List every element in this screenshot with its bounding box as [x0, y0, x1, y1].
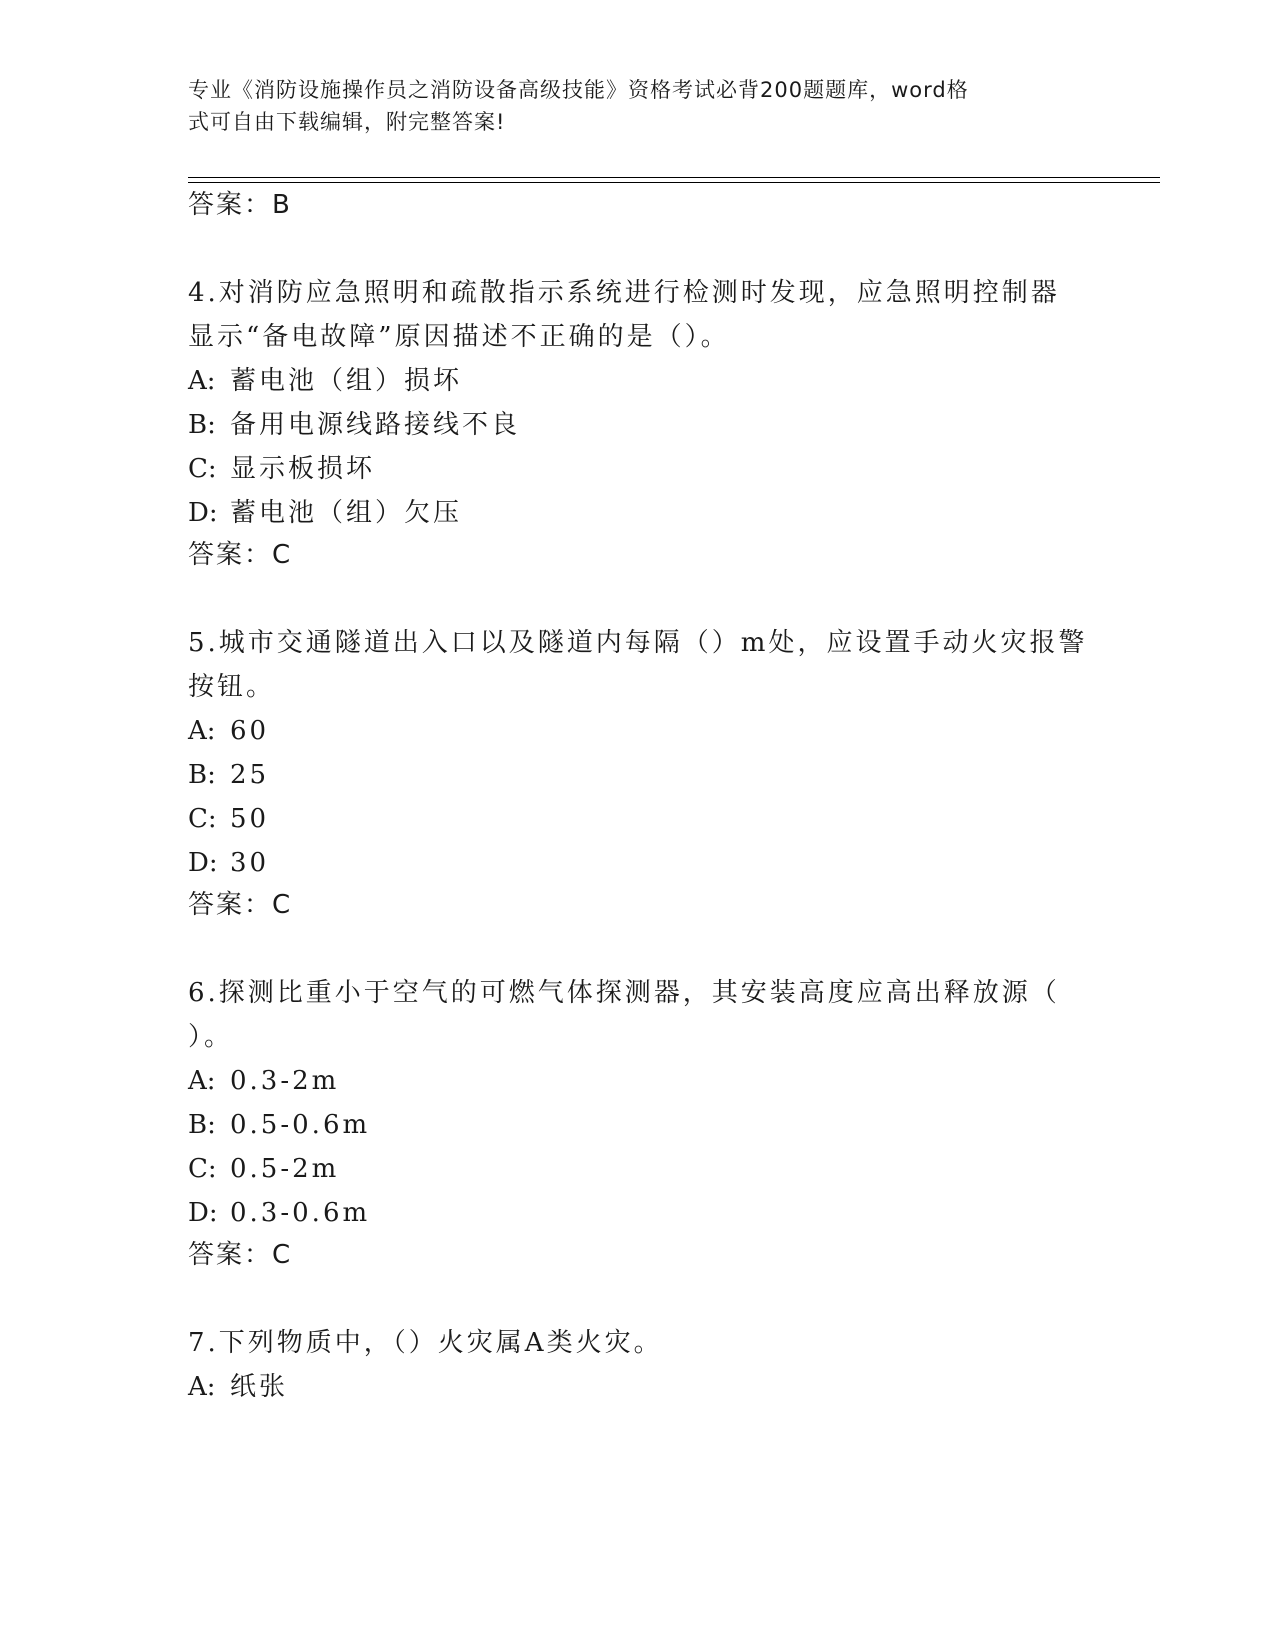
question-6-stem-line-1: 6.探测比重小于空气的可燃气体探测器，其安装高度应高出释放源（	[188, 978, 1060, 1008]
question-5-stem-line-2: 按钮。	[188, 672, 276, 702]
option-label: D:	[188, 1198, 218, 1228]
question-6-answer: 答案：C	[188, 1240, 293, 1270]
option-text: 显示板损坏	[230, 454, 376, 484]
question-6-stem-line-2: ）。	[188, 1022, 234, 1052]
question-4-option-a	[188, 364, 462, 398]
question-6-option-b	[188, 1108, 370, 1142]
question-5-option-b	[188, 758, 269, 792]
option-label: C:	[188, 454, 217, 484]
option-text: 蓄电池（组）欠压	[230, 498, 463, 528]
option-text: 50	[230, 804, 270, 834]
option-label: A:	[188, 1066, 216, 1096]
question-7-stem-line-1: 7.下列物质中，（）火灾属A类火灾。	[188, 1328, 663, 1358]
option-text: 蓄电池（组）损坏	[230, 366, 463, 396]
option-text: 0.3-0.6m	[230, 1198, 371, 1228]
option-label: D:	[188, 498, 218, 528]
question-7-option-a	[188, 1370, 288, 1404]
question-5-option-c	[188, 802, 269, 836]
previous-answer: 答案：B	[188, 190, 292, 220]
question-5-answer: 答案：C	[188, 890, 293, 920]
option-text: 纸张	[230, 1372, 289, 1402]
question-6-option-a	[188, 1064, 339, 1098]
question-6-option-d	[188, 1196, 370, 1230]
option-label: A:	[188, 1372, 216, 1402]
question-4-option-c	[188, 452, 375, 486]
option-text: 25	[230, 760, 270, 790]
header-rule-bottom	[188, 182, 1160, 183]
option-label: C:	[188, 1154, 217, 1184]
header-line-1: 专业《消防设施操作员之消防设备高级技能》资格考试必背200题题库，word格	[188, 78, 969, 102]
question-4-option-d	[188, 496, 462, 530]
option-label: B:	[188, 760, 216, 790]
option-text: 备用电源线路接线不良	[230, 410, 521, 440]
option-label: B:	[188, 410, 216, 440]
question-5-option-a	[188, 714, 269, 748]
option-text: 0.5-0.6m	[230, 1110, 371, 1140]
question-4-answer: 答案：C	[188, 540, 293, 570]
option-label: A:	[188, 716, 216, 746]
option-label: B:	[188, 1110, 216, 1140]
question-4-stem-line-1: 4.对消防应急照明和疏散指示系统进行检测时发现，应急照明控制器	[188, 278, 1060, 308]
option-text: 30	[230, 848, 270, 878]
option-text: 60	[230, 716, 270, 746]
option-text: 0.5-2m	[230, 1154, 340, 1184]
header-line-2: 式可自由下载编辑，附完整答案!	[188, 110, 506, 134]
question-4-stem-line-2: 显示“备电故障”原因描述不正确的是（）。	[188, 322, 730, 352]
header-rule-top	[188, 177, 1160, 178]
option-label: D:	[188, 848, 218, 878]
question-5-option-d	[188, 846, 269, 880]
page-header	[188, 74, 1068, 138]
question-4-option-b	[188, 408, 520, 442]
question-5-stem-line-1: 5.城市交通隧道出入口以及隧道内每隔（）m处，应设置手动火灾报警	[188, 628, 1088, 658]
option-label: C:	[188, 804, 217, 834]
question-6-option-c	[188, 1152, 339, 1186]
option-text: 0.3-2m	[230, 1066, 340, 1096]
option-label: A:	[188, 366, 216, 396]
